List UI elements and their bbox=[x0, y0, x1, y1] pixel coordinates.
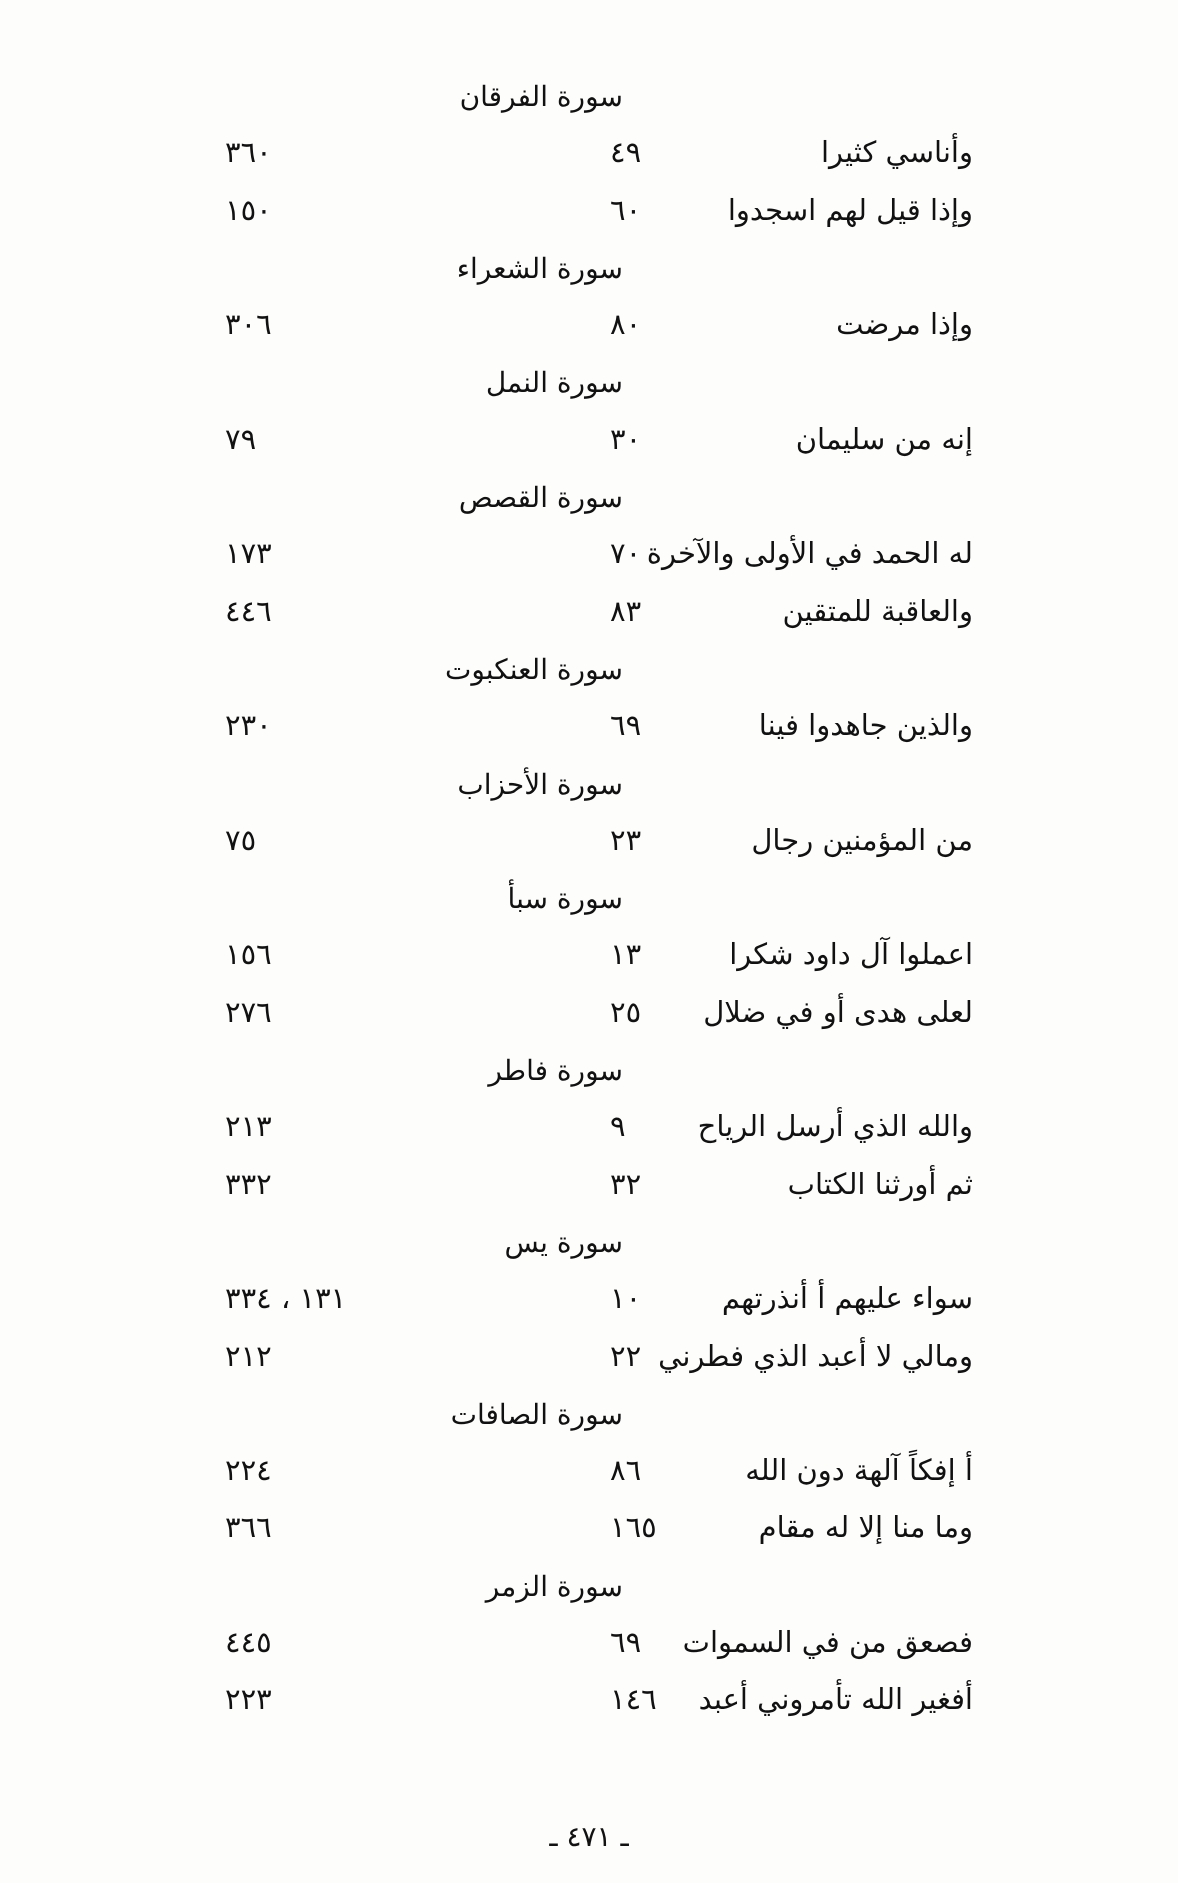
verse-text: من المؤمنين رجال bbox=[751, 822, 973, 857]
verse-text: ثم أورثنا الكتاب bbox=[787, 1166, 973, 1201]
surah-heading: سورة يس bbox=[504, 1225, 623, 1259]
verse-index-list bbox=[0, 70, 1178, 1732]
page-reference: ٢٢٣ bbox=[225, 1682, 272, 1717]
verse-row bbox=[0, 929, 1178, 986]
surah-heading-row bbox=[0, 70, 1178, 127]
ayah-number: ١٣ bbox=[610, 937, 642, 972]
ayah-number: ٨٦ bbox=[610, 1453, 642, 1488]
surah-heading-row bbox=[0, 1216, 1178, 1273]
verse-row bbox=[0, 586, 1178, 643]
verse-text: له الحمد في الأولى والآخرة bbox=[646, 536, 973, 571]
surah-heading: سورة سبأ bbox=[507, 882, 623, 916]
verse-text: والله الذي أرسل الرياح bbox=[697, 1109, 973, 1144]
verse-text: سواء عليهم أ أنذرتهم bbox=[721, 1281, 973, 1316]
page-number: ـ ٤٧١ ـ bbox=[549, 1820, 629, 1853]
surah-heading: سورة الأحزاب bbox=[457, 767, 623, 801]
verse-row bbox=[0, 1502, 1178, 1559]
surah-heading-row bbox=[0, 242, 1178, 299]
verse-row bbox=[0, 1445, 1178, 1502]
surah-heading-row bbox=[0, 1560, 1178, 1617]
ayah-number: ٢٥ bbox=[610, 994, 642, 1029]
verse-text: وأناسي كثيرا bbox=[820, 135, 973, 170]
verse-text: ومالي لا أعبد الذي فطرني bbox=[658, 1338, 973, 1373]
surah-heading-row bbox=[0, 1044, 1178, 1101]
ayah-number: ٣٢ bbox=[610, 1166, 642, 1201]
surah-heading: سورة الفرقان bbox=[459, 80, 623, 113]
surah-heading-row bbox=[0, 758, 1178, 815]
page-reference: ٢٢٤ bbox=[225, 1453, 272, 1488]
ayah-number: ٢٣ bbox=[610, 822, 642, 857]
verse-text: اعملوا آل داود شكرا bbox=[729, 937, 973, 972]
ayah-number: ٣٠ bbox=[610, 421, 642, 456]
ayah-number: ٧٠ bbox=[610, 536, 642, 571]
page-reference: ٧٥ bbox=[225, 822, 257, 857]
page-reference: ٢٣٠ bbox=[225, 708, 272, 743]
ayah-number: ٦٩ bbox=[610, 1625, 642, 1660]
page-reference: ٣٦٦ bbox=[225, 1510, 272, 1545]
page-reference: ٤٤٥ bbox=[225, 1625, 272, 1660]
verse-row bbox=[0, 1101, 1178, 1158]
surah-heading: سورة العنكبوت bbox=[444, 652, 623, 686]
verse-text: أفغير الله تأمروني أعبد bbox=[698, 1682, 973, 1717]
surah-heading: سورة القصص bbox=[458, 481, 623, 515]
surah-heading-row bbox=[0, 471, 1178, 528]
page-reference: ٣٦٠ bbox=[225, 135, 272, 170]
ayah-number: ٦٠ bbox=[610, 192, 642, 227]
page-reference: ١٥٦ bbox=[225, 937, 272, 972]
ayah-number: ١٠ bbox=[610, 1281, 642, 1316]
verse-row bbox=[0, 1159, 1178, 1216]
verse-row bbox=[0, 299, 1178, 356]
surah-heading-row bbox=[0, 356, 1178, 413]
verse-text: وإذا مرضت bbox=[836, 307, 973, 342]
page-reference: ٢١٣ bbox=[225, 1109, 272, 1144]
ayah-number: ٤٩ bbox=[610, 135, 642, 170]
verse-text: أ إفكاً آلهة دون الله bbox=[745, 1453, 973, 1488]
verse-text: والذين جاهدوا فينا bbox=[758, 708, 973, 743]
verse-row bbox=[0, 1617, 1178, 1674]
verse-text: فصعق من في السموات bbox=[682, 1625, 973, 1660]
surah-heading: سورة الصافات bbox=[450, 1397, 623, 1431]
verse-text: إنه من سليمان bbox=[795, 421, 973, 456]
ayah-number: ٩ bbox=[610, 1109, 626, 1144]
page-reference: ٢٧٦ bbox=[225, 994, 272, 1029]
surah-heading: سورة النمل bbox=[485, 366, 623, 400]
surah-heading-row bbox=[0, 1388, 1178, 1445]
verse-text: وما منا إلا له مقام bbox=[758, 1510, 973, 1545]
verse-row bbox=[0, 414, 1178, 471]
page-reference: ٣٠٦ bbox=[225, 307, 272, 342]
surah-heading-row bbox=[0, 872, 1178, 929]
verse-row bbox=[0, 528, 1178, 585]
page-reference: ٢١٢ bbox=[225, 1338, 272, 1373]
surah-heading-row bbox=[0, 643, 1178, 700]
surah-heading: سورة فاطر bbox=[488, 1054, 623, 1088]
verse-text: والعاقبة للمتقين bbox=[782, 593, 973, 628]
verse-row bbox=[0, 1331, 1178, 1388]
ayah-number: ١٤٦ bbox=[610, 1682, 657, 1717]
verse-row bbox=[0, 1273, 1178, 1330]
verse-row bbox=[0, 1674, 1178, 1731]
page-reference: ١٧٣ bbox=[225, 536, 272, 571]
page-reference: ١٥٠ bbox=[225, 192, 272, 227]
page-reference: ٧٩ bbox=[225, 421, 257, 456]
page-reference: ٣٣٢ bbox=[225, 1166, 272, 1201]
ayah-number: ٦٩ bbox=[610, 708, 642, 743]
verse-row bbox=[0, 987, 1178, 1044]
page-reference: ١٣١ ، ٣٣٤ bbox=[225, 1281, 347, 1316]
verse-row bbox=[0, 185, 1178, 242]
verse-row bbox=[0, 700, 1178, 757]
verse-row bbox=[0, 127, 1178, 184]
page-reference: ٤٤٦ bbox=[225, 593, 272, 628]
surah-heading: سورة الزمر bbox=[485, 1569, 623, 1603]
surah-heading: سورة الشعراء bbox=[456, 251, 623, 285]
ayah-number: ١٦٥ bbox=[610, 1510, 657, 1545]
verse-text: لعلى هدى أو في ضلال bbox=[703, 994, 973, 1029]
ayah-number: ٢٢ bbox=[610, 1338, 642, 1373]
ayah-number: ٨٣ bbox=[610, 593, 642, 628]
verse-text: وإذا قيل لهم اسجدوا bbox=[727, 192, 973, 227]
ayah-number: ٨٠ bbox=[610, 307, 642, 342]
verse-row bbox=[0, 815, 1178, 872]
